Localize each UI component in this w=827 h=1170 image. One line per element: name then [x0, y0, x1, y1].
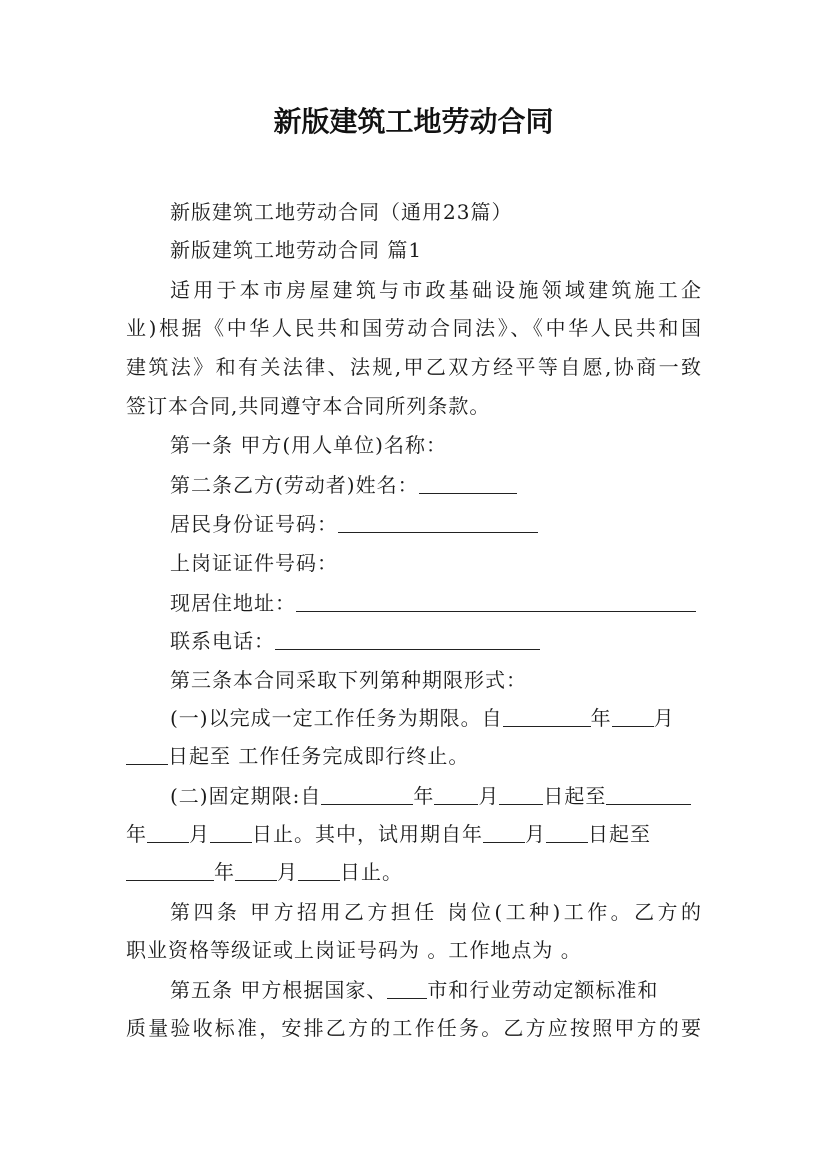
term-1-year: 年	[590, 706, 612, 730]
term-1-day-blank	[126, 744, 168, 765]
article-5-text-b: 市和行业劳动定额标准和	[427, 978, 659, 1002]
term-2-trial-month-blank	[483, 822, 525, 843]
term-1-text: (一)以完成一定工作任务为期限。自	[170, 706, 503, 730]
term-2-end-year-blank	[606, 784, 691, 805]
intro-line-4: 签订本合同,共同遵守本合同所列条款。	[126, 394, 491, 418]
term-2-day-2-blank	[210, 822, 252, 843]
term-2-day-to-2: 日起至	[588, 822, 651, 846]
section-heading: 新版建筑工地劳动合同 篇1	[170, 238, 423, 262]
term-2-month-3: 月	[525, 822, 546, 846]
term-1-line-1	[170, 704, 702, 732]
term-2-trial-day-4-blank	[298, 860, 340, 881]
article-5-line-2: 质量验收标准，安排乙方的工作任务。乙方应按照甲方的要	[126, 1016, 702, 1040]
term-2-month-blank	[434, 784, 478, 805]
term-1-line-2	[126, 742, 702, 770]
article-2	[170, 471, 702, 499]
term-2-day-blank	[499, 784, 543, 805]
article-4-line-1: 第四条 甲方招用乙方担任 岗位(工种)工作。乙方的	[170, 900, 702, 924]
subtitle: 新版建筑工地劳动合同（通用23篇）	[170, 200, 513, 224]
term-2-text: (二)固定期限:自	[170, 784, 322, 808]
cert-number-row: 上岗证证件号码：	[170, 551, 338, 575]
intro-line-3: 建筑法》和有关法律、法规,甲乙双方经平等自愿,协商一致	[126, 355, 702, 379]
term-2-year-blank	[321, 784, 413, 805]
term-2-year: 年	[413, 784, 435, 808]
term-1-end: 日起至 工作任务完成即行终止。	[168, 744, 470, 768]
address-blank	[296, 591, 696, 612]
id-number-row	[170, 510, 702, 538]
document-title: 新版建筑工地劳动合同	[273, 105, 554, 138]
term-2-day-to: 日起至	[543, 784, 607, 808]
term-2-line-1	[170, 782, 702, 810]
term-1-month: 月	[653, 706, 675, 730]
term-2-trial-year-blank	[126, 860, 214, 881]
article-2-label: 第二条乙方(劳动者)姓名：	[170, 473, 419, 497]
article-5-city-blank	[387, 978, 427, 999]
term-2-month-4: 月	[277, 860, 298, 884]
article-1: 第一条 甲方(用人单位)名称：	[170, 433, 447, 457]
article-4-line-2: 职业资格等级证或上岗证号码为 。工作地点为 。	[126, 938, 582, 962]
intro-line-2: 业)根据《中华人民共和国劳动合同法》、《中华人民共和国	[126, 316, 702, 340]
term-1-year-blank	[503, 706, 591, 727]
term-2-year-4: 年	[214, 860, 235, 884]
address-row	[170, 589, 702, 617]
intro-line-1: 适用于本市房屋建筑与市政基础设施领域建筑施工企	[170, 278, 702, 302]
term-2-trial-month-4-blank	[235, 860, 277, 881]
term-2-year-2: 年	[126, 822, 147, 846]
id-number-label: 居民身份证号码：	[170, 512, 338, 536]
term-2-end: 日止。	[340, 860, 403, 884]
term-2-line-3	[126, 858, 702, 886]
term-2-month-2: 月	[189, 822, 210, 846]
article-5-line-1	[170, 976, 702, 1004]
term-1-month-blank	[612, 706, 654, 727]
term-2-trial: 日止。其中，试用期自年	[252, 822, 483, 846]
id-number-blank	[338, 512, 538, 533]
term-2-line-2	[126, 820, 702, 848]
phone-label: 联系电话：	[170, 629, 275, 653]
phone-blank	[275, 629, 540, 650]
article-5-text-a: 第五条 甲方根据国家、	[170, 978, 388, 1002]
article-3: 第三条本合同采取下列第种期限形式：	[170, 668, 527, 692]
address-label: 现居住地址：	[170, 591, 296, 615]
term-2-month-2-blank	[147, 822, 189, 843]
term-2-trial-day-blank	[546, 822, 588, 843]
phone-row	[170, 627, 702, 655]
term-2-month: 月	[478, 784, 500, 808]
name-blank	[419, 473, 517, 494]
